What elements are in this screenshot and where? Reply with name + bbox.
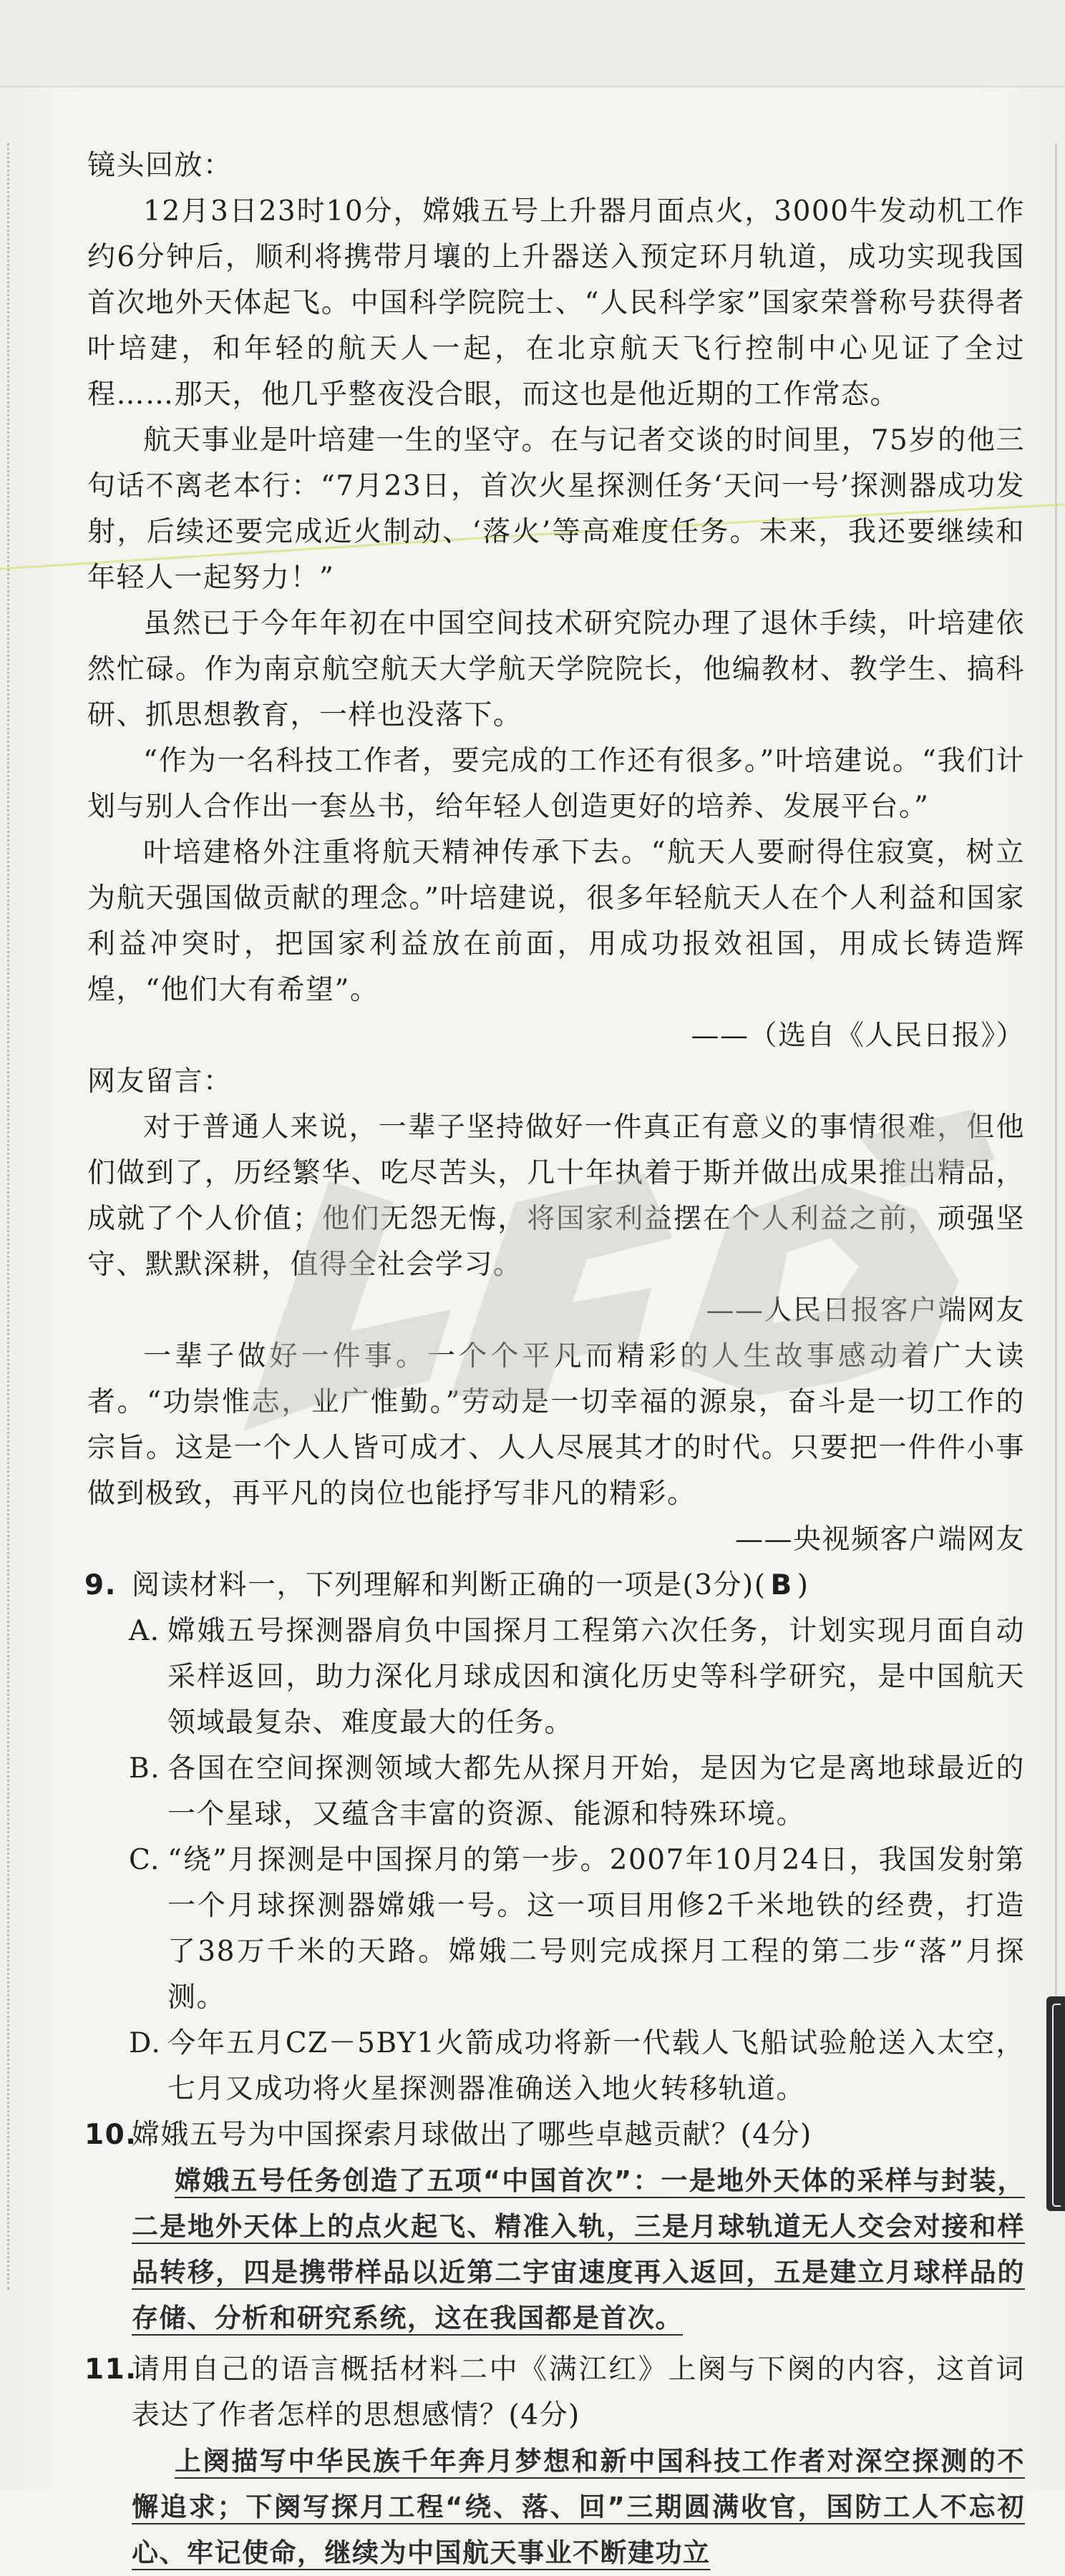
question-10-answer: [87, 2158, 1025, 2341]
left-binding-rule: [7, 143, 9, 2290]
review-paragraph-3: 虽然已于今年年初在中国空间技术研究院办理了退休手续，叶培建依然忙碌。作为南京航空航天大学航天学院院长，他编教材、教学生、搞科研、抓思想教育，一样也没落下。: [87, 608, 1025, 731]
option-b-text: 各国在空间探测领域大都先从探月开始，是因为它是离地球最近的一个星球，又蕴含丰富的资源、能源和特殊环境。: [167, 1752, 1025, 1830]
review-paragraph-5: 叶培建格外注重将航天精神传承下去。“航天人要耐得住寂寞，树立为航天强国做贡献的理念。”叶培建说，很多年轻航天人在个人利益和国家利益冲突时，把国家利益放在前面，用成功报效祖国，用成长铸造辉煌，“他们大有希望”。: [87, 836, 1025, 1006]
question-10-stem: 嫦娥五号为中国探索月球做出了哪些卓越贡献？(4分): [132, 2119, 812, 2151]
review-paragraph-1: 12月3日23时10分，嫦娥五号上升器月面点火，3000牛发动机工作约6分钟后，顺利将携带月壤的上升器送入预定环月轨道，成功实现我国首次地外天体起飞。中国科学院院士、“人民科学家”国家荣誉称号获得者叶培建，和年轻的航天人一起，在北京航天飞行控制中心见证了全过程……那天，他几乎整夜没合眼，而这也是他近期的工作常态。: [87, 195, 1025, 411]
question-9-answer: B: [770, 1569, 793, 1601]
question-11-stem: 请用自己的语言概括材料二中《满江红》上阕与下阕的内容，这首词表达了作者怎样的思想感情？(4分): [132, 2353, 1025, 2431]
comment-1-text: 对于普通人来说，一辈子坚持做好一件真正有意义的事情很难，但他们做到了，历经繁华、吃尽苦头，几十年执着于斯并做出成果推出精品，成就了个人价值；他们无怨无悔，将国家利益摆在个人利益之前，顽强坚守、默默深耕，值得全社会学习。: [87, 1111, 1025, 1281]
option-d: [87, 2021, 1025, 2112]
review-paragraph-4: “作为一名科技工作者，要完成的工作还有很多。”叶培建说。“我们计划与别人合作出一套丛书，给年轻人创造更好的培养、发展平台。”: [87, 745, 1025, 823]
section-title-review: 镜头回放：: [87, 150, 233, 182]
question-9: [84, 1563, 1025, 1609]
top-edge-line: [0, 86, 1065, 87]
question-10-number: 10.: [84, 2119, 137, 2151]
option-a: [87, 1609, 1025, 1746]
review-source: ——（选自《人民日报》）: [691, 1020, 1025, 1052]
question-10-answer-text: 嫦娥五号任务创造了五项“中国首次”：一是地外天体的采样与封装，二是地外天体上的点火起飞、精准入轨，三是月球轨道无人交会对接和样品转移，四是携带样品以近第二宇宙速度再入返回，五是建立月球样品的存储、分析和研究系统，这在我国都是首次。: [132, 2165, 1025, 2333]
document-body: [84, 143, 1025, 2576]
question-11-number: 11.: [84, 2353, 137, 2386]
question-10: [84, 2112, 1025, 2158]
question-9-stem: 阅读材料一，下列理解和判断正确的一项是(3分)(: [132, 1569, 767, 1601]
option-d-text: 今年五月CZ－5BY1火箭成功将新一代载人飞船试验舱送入太空，七月又成功将火星探测器准确送入地火转移轨道。: [167, 2027, 1025, 2105]
option-d-label: D.: [129, 2027, 162, 2059]
question-11: [84, 2347, 1025, 2439]
right-margin-rule: [1055, 143, 1057, 2004]
question-11-answer: [87, 2439, 1025, 2576]
review-paragraph-2: 航天事业是叶培建一生的坚守。在与记者交谈的时间里，75岁的他三句话不离老本行：“7月23日，首次火星探测任务‘天问一号’探测器成功发射，后续还要完成近火制动、‘落火’等高难度任务。未来，我还要继续和年轻人一起努力！”: [87, 424, 1025, 594]
question-11-answer-text: 上阕描写中华民族千年奔月梦想和新中国科技工作者对深空探测的不懈追求；下阕写探月工程“绕、落、回”三期圆满收官，国防工人不忘初心、牢记使命，继续为中国航天事业不断建功立: [132, 2446, 1025, 2568]
option-a-label: A.: [129, 1615, 160, 1647]
side-thumb-tab-frame: [1052, 2004, 1061, 2207]
question-9-number: 9.: [84, 1569, 117, 1601]
comment-2-text: 一辈子做好一件事。一个个平凡而精彩的人生故事感动着广大读者。“功崇惟志，业广惟勤。”劳动是一切幸福的源泉，奋斗是一切工作的宗旨。这是一个人人皆可成才、人人尽展其才的时代。只要把一件件小事做到极致，再平凡的岗位也能抒写非凡的精彩。: [87, 1340, 1025, 1510]
option-c-text: “绕”月探测是中国探月的第一步。2007年10月24日，我国发射第一个月球探测器嫦娥一号。这一项目用修2千米地铁的经费，打造了38万千米的天路。嫦娥二号则完成探月工程的第二步“落”月探测。: [167, 1844, 1025, 2014]
option-b: [87, 1746, 1025, 1838]
question-9-stem-end: ): [797, 1569, 809, 1601]
option-c: [87, 1838, 1025, 2021]
option-b-label: B.: [129, 1752, 161, 1785]
option-c-label: C.: [129, 1844, 160, 1876]
comment-1-author: ——人民日报客户端网友: [706, 1294, 1025, 1327]
option-a-text: 嫦娥五号探测器肩负中国探月工程第六次任务，计划实现月面自动采样返回，助力深化月球成因和演化历史等科学研究，是中国航天领域最复杂、难度最大的任务。: [167, 1615, 1025, 1739]
comment-2-author: ——央视频客户端网友: [734, 1523, 1025, 1556]
top-margin: [0, 0, 1065, 86]
section-title-comments: 网友留言：: [87, 1065, 233, 1098]
question-9-stem-line: [132, 1563, 1025, 1609]
